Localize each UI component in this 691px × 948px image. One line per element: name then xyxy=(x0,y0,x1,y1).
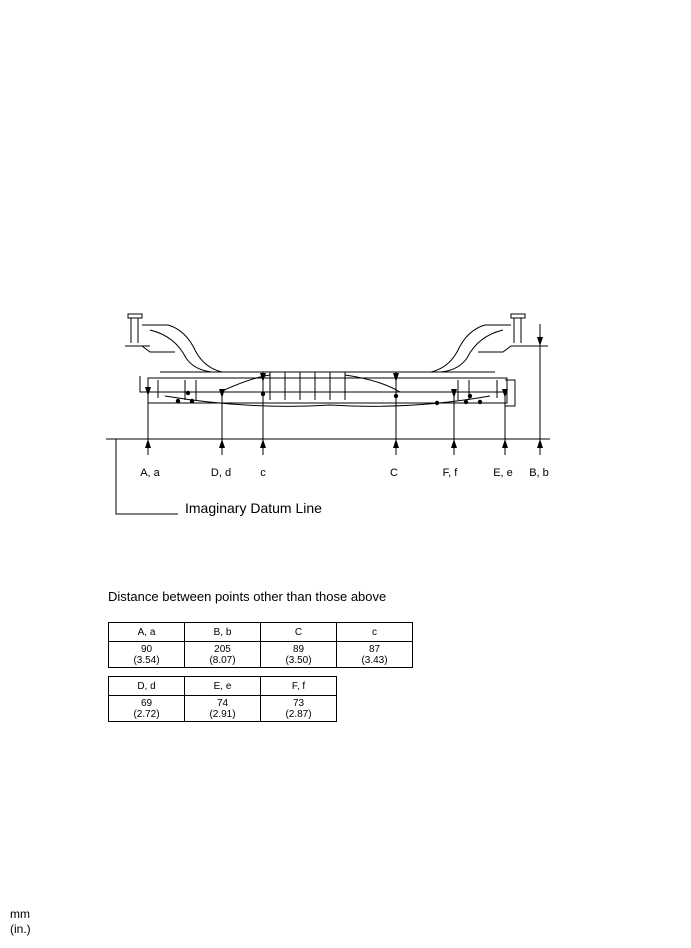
datum-label: Imaginary Datum Line xyxy=(185,500,322,516)
value-mm: 69 xyxy=(140,697,153,709)
table-cell xyxy=(261,696,337,722)
table-header: E, e xyxy=(185,677,261,696)
value-mm: 73 xyxy=(292,697,305,709)
arrow-up-f xyxy=(451,439,457,448)
label-e: E, e xyxy=(493,467,513,479)
label-a: A, a xyxy=(140,467,160,479)
point-dot-f2 xyxy=(435,401,439,405)
value-in: (3.43) xyxy=(361,654,388,666)
dimension-table-2 xyxy=(108,676,337,722)
label-c-lower: c xyxy=(260,467,266,479)
table-header: A, a xyxy=(109,623,185,642)
value-mm: 87 xyxy=(368,643,381,655)
arrow-down-d xyxy=(219,389,225,398)
arrow-up-b xyxy=(537,439,543,448)
table-cell xyxy=(109,642,185,668)
unit-primary: mm xyxy=(10,907,30,921)
table-cell xyxy=(109,696,185,722)
table-cell xyxy=(185,696,261,722)
units-legend xyxy=(10,907,31,937)
value-mm: 90 xyxy=(140,643,153,655)
value-mm: 205 xyxy=(214,643,231,655)
arrow-up-d xyxy=(219,439,225,448)
value-in: (2.87) xyxy=(285,708,312,720)
value-mm: 74 xyxy=(216,697,229,709)
section-heading: Distance between points other than those above xyxy=(108,589,387,604)
frame-body xyxy=(140,372,515,406)
point-dot-a xyxy=(176,399,180,403)
label-d: D, d xyxy=(210,467,232,479)
label-b: B, b xyxy=(529,467,549,479)
value-mm: 89 xyxy=(292,643,305,655)
table-cell xyxy=(261,642,337,668)
arrow-down-f xyxy=(451,389,457,398)
table-header: F, f xyxy=(261,677,337,696)
point-dot-c-upper xyxy=(394,394,398,398)
table-header: C xyxy=(261,623,337,642)
arrow-up-c xyxy=(260,439,266,448)
arrow-up-c-upper xyxy=(393,439,399,448)
point-dot-c xyxy=(261,392,265,396)
value-in: (3.54) xyxy=(133,654,160,666)
unit-secondary: (in.) xyxy=(10,922,31,936)
table-header: D, d xyxy=(109,677,185,696)
table-header: B, b xyxy=(185,623,261,642)
table-header: c xyxy=(337,623,413,642)
point-dot-d xyxy=(186,391,190,395)
right-mount xyxy=(431,314,528,372)
dimension-table-1 xyxy=(108,622,413,668)
arrow-up-e xyxy=(502,439,508,448)
point-dot-e2 xyxy=(478,400,482,404)
value-in: (3.50) xyxy=(285,654,312,666)
table-cell xyxy=(337,642,413,668)
point-dot-a2 xyxy=(190,399,194,403)
arrow-up-a xyxy=(145,439,151,448)
table-cell xyxy=(185,642,261,668)
point-dot-f xyxy=(468,394,472,398)
value-in: (2.72) xyxy=(133,708,160,720)
point-dot-e xyxy=(464,400,468,404)
label-c-upper: C xyxy=(390,467,398,479)
left-mount xyxy=(125,314,222,372)
value-in: (2.91) xyxy=(209,708,236,720)
label-f: F, f xyxy=(442,467,458,479)
arrow-down-b xyxy=(537,337,543,346)
value-in: (8.07) xyxy=(209,654,236,666)
